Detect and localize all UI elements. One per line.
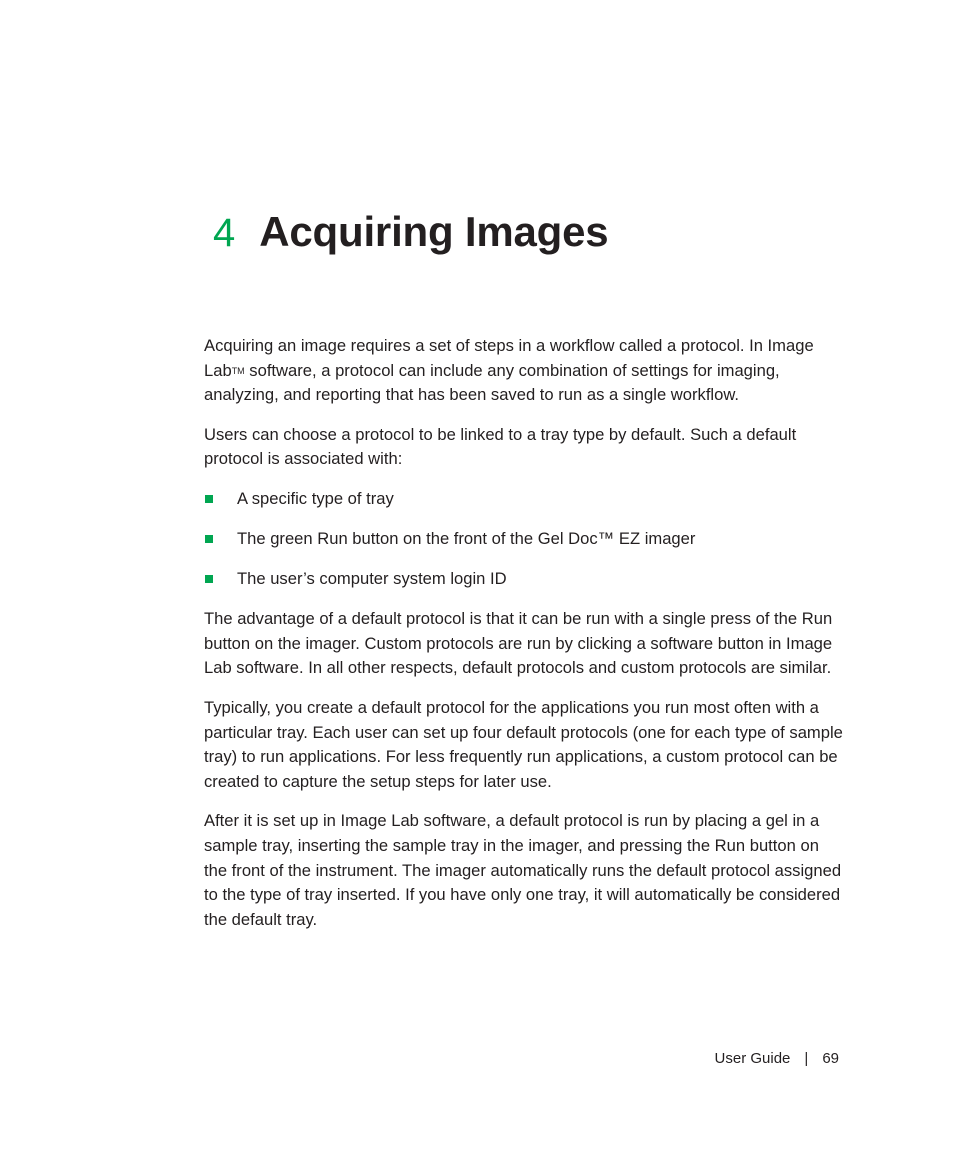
- bullet-item: [204, 567, 844, 592]
- advantage-paragraph: The advantage of a default protocol is that it can be run with a single press of the Run button on the imager. Custom protocols are run by clicking a software button in Image Lab software. In all other respects, default protocols and custom protocols are similar.: [204, 609, 833, 678]
- page-number: 69: [822, 1050, 839, 1067]
- default-protocol-paragraph: Users can choose a protocol to be linked to a tray type by default. Such a default protocol is associated with:: [204, 424, 797, 469]
- bullet-text: The green Run button on the front of the Gel Doc™ EZ imager: [237, 529, 696, 549]
- page-footer: [715, 1050, 839, 1067]
- intro-text-start: Acquiring an image requires a set of steps in a workflow called a protocol. In Image Lab: [204, 336, 814, 380]
- trademark-mark: TM: [231, 365, 245, 376]
- square-bullet-icon: [205, 535, 213, 543]
- chapter-heading: [213, 208, 608, 256]
- intro-paragraph: [204, 334, 844, 408]
- intro-text-end: software, a protocol can include any combination of settings for imaging, analyzing, and reporting that has been saved to run as a single workflow.: [204, 360, 780, 405]
- bullet-item: [204, 527, 844, 552]
- bullet-text: A specific type of tray: [237, 488, 394, 508]
- bullet-list: [204, 487, 844, 592]
- footer-guide-label: User Guide: [714, 1050, 791, 1067]
- chapter-title: Acquiring Images: [259, 208, 609, 255]
- body-content: [204, 334, 844, 947]
- square-bullet-icon: [205, 495, 213, 503]
- chapter-number: 4: [213, 211, 236, 255]
- typical-usage-paragraph: Typically, you create a default protocol for the applications you run most often with a particular tray. Each user can set up four default protocols (one for each type of sample tray) to run applications. For less frequently run applications, a custom protocol can be created to capture the setup steps for later use.: [204, 698, 843, 791]
- bullet-item: [204, 487, 844, 512]
- footer-separator: |: [804, 1050, 809, 1067]
- square-bullet-icon: [205, 575, 213, 583]
- setup-paragraph: After it is set up in Image Lab software, a default protocol is run by placing a gel in a sample tray, inserting the sample tray in the imager, and pressing the Run button on the front of the instrument. The imager automatically runs the default protocol assigned to the type of tray inserted. If you have only one tray, it will automatically be considered the default tray.: [204, 811, 842, 929]
- bullet-text: The user’s computer system login ID: [237, 569, 507, 589]
